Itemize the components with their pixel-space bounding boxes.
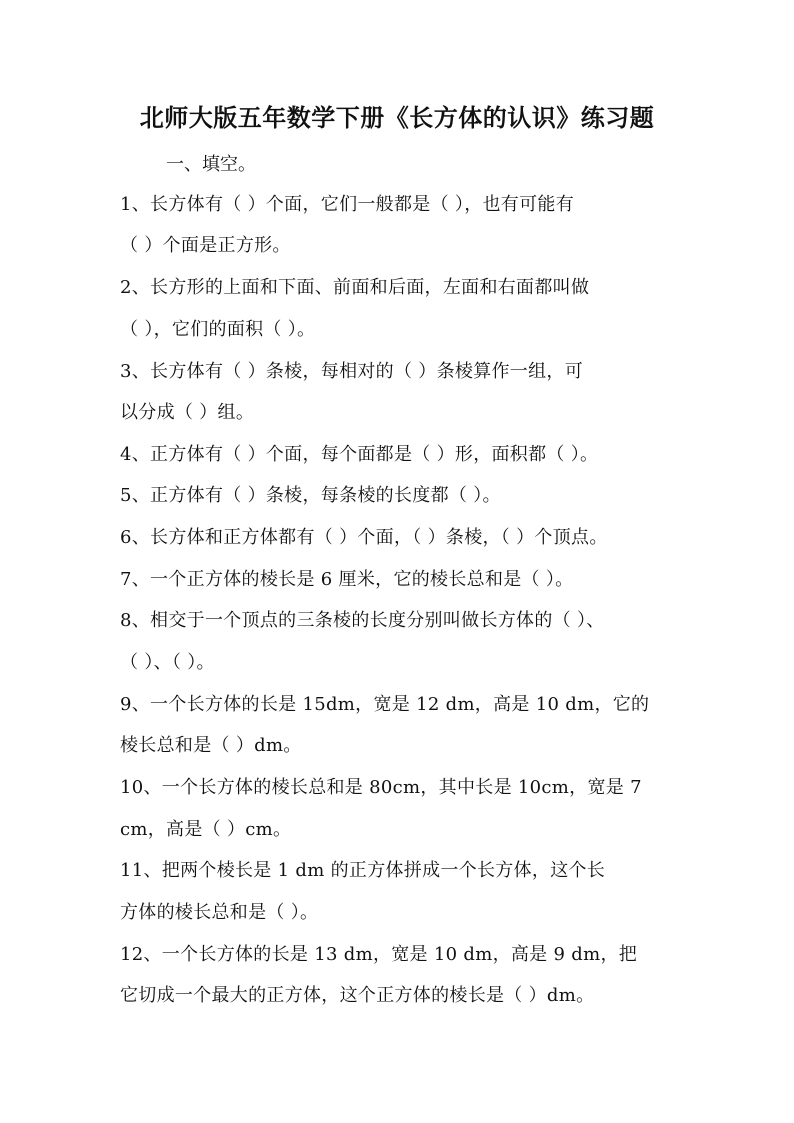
question-line: 它切成一个最大的正方体，这个正方体的棱长是（ ）dm。 (120, 985, 595, 1006)
question-line: 3、长方体有（ ）条棱，每相对的（ ）条棱算作一组，可 (120, 361, 583, 382)
question-line: cm，高是（ ）cm。 (120, 819, 292, 840)
question-line: 2、长方形的上面和下面、前面和后面，左面和右面都叫做 (120, 277, 590, 298)
question-line: 8、相交于一个顶点的三条棱的长度分别叫做长方体的（ ）、 (120, 610, 605, 631)
question-line: （ ）、（ ）。 (120, 652, 215, 673)
question-line: （ ）个面是正方形。 (120, 235, 291, 256)
question-line: 9、一个长方体的长是 15dm，宽是 12 dm，高是 10 dm，它的 (120, 694, 650, 715)
question-line: 10、一个长方体的棱长总和是 80cm，其中长是 10cm，宽是 7 (120, 777, 642, 798)
question-line: 4、正方体有（ ）个面，每个面都是（ ）形，面积都（ ）。 (120, 444, 599, 465)
question-line: 12、一个长方体的长是 13 dm，宽是 10 dm，高是 9 dm，把 (120, 944, 638, 965)
question-line: 棱长总和是（ ）dm。 (120, 735, 302, 756)
page-title: 北师大版五年数学下册《长方体的认识》练习题 (139, 104, 655, 132)
question-line: 方体的棱长总和是（ ）。 (120, 902, 319, 923)
question-line: （ ），它们的面积（ ）。 (120, 319, 316, 340)
question-line: 以分成（ ）组。 (120, 402, 255, 423)
question-line: 6、长方体和正方体都有（ ）个面，（ ）条棱，（ ）个顶点。 (120, 527, 608, 548)
question-line: 11、把两个棱长是 1 dm 的正方体拼成一个长方体，这个长 (120, 860, 606, 881)
question-line: 7、一个正方体的棱长是 6 厘米，它的棱长总和是（ ）。 (120, 569, 574, 590)
section-heading: 一、填空。 (166, 154, 256, 175)
question-line: 1、长方体有（ ）个面，它们一般都是（ ），也有可能有 (120, 194, 574, 215)
question-line: 5、正方体有（ ）条棱，每条棱的长度都（ ）。 (120, 485, 501, 506)
